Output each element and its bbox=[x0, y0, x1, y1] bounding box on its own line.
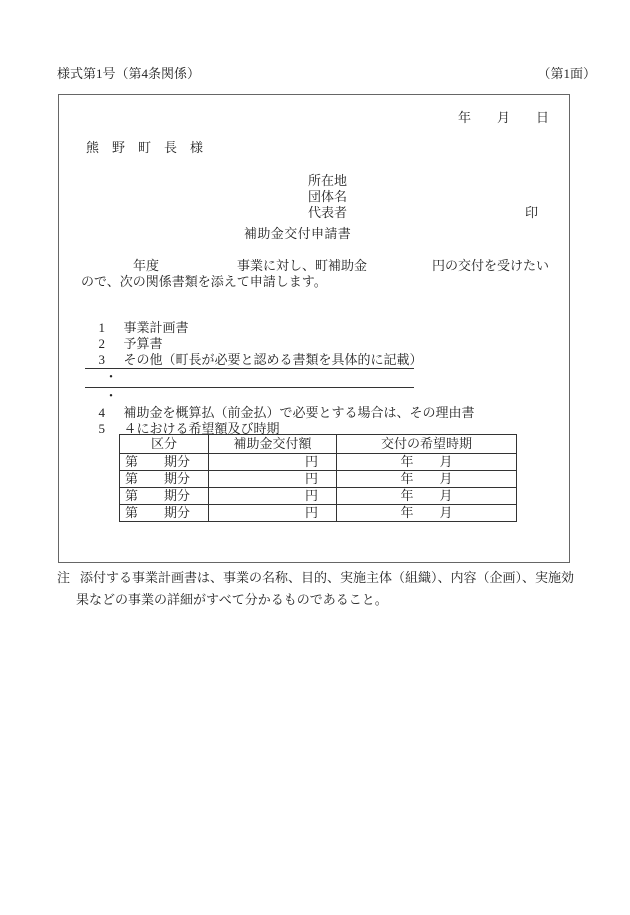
body-paragraph-line-1: 年度 事業に対し、町補助金 円の交付を受けたい bbox=[81, 258, 550, 273]
attachment-item-number: 2 bbox=[98, 336, 105, 351]
cell-category: 第 期分 bbox=[120, 488, 209, 505]
note-label: 注 bbox=[57, 570, 71, 585]
note-text-line-1: 添付する事業計画書は、事業の名称、目的、実施主体（組織）、内容（企画）、実施効 bbox=[80, 570, 575, 585]
submitter-organization-label: 団体名 bbox=[308, 189, 348, 204]
cell-amount: 円 bbox=[209, 454, 337, 471]
note-text-line-2: 果などの事業の詳細がすべて分かるものであること。 bbox=[76, 592, 388, 607]
attachment-item-number: 4 bbox=[98, 405, 105, 420]
cell-amount: 円 bbox=[209, 471, 337, 488]
table-row bbox=[120, 471, 517, 488]
document-title: 補助金交付申請書 bbox=[244, 226, 352, 241]
header-desired-period: 交付の希望時期 bbox=[337, 435, 517, 454]
bullet-mark: ・ bbox=[104, 388, 118, 403]
addressee-line: 熊 野 町 長 様 bbox=[86, 140, 204, 155]
cell-amount: 円 bbox=[209, 505, 337, 522]
seal-mark: 印 bbox=[525, 205, 539, 220]
cell-period: 年 月 bbox=[337, 488, 517, 505]
submitter-representative-label: 代表者 bbox=[308, 205, 348, 220]
page-face-label: （第1面） bbox=[537, 66, 596, 81]
attachment-item-text: 事業計画書 bbox=[123, 320, 189, 335]
bullet-mark: ・ bbox=[104, 369, 118, 384]
attachment-item-number: 3 bbox=[98, 352, 105, 367]
table-header-row bbox=[120, 435, 517, 454]
table-row bbox=[120, 505, 517, 522]
form-number-label: 様式第1号（第4条関係） bbox=[57, 66, 201, 81]
attachment-item-number: 1 bbox=[98, 320, 105, 335]
attachment-item-text: 補助金を概算払（前金払）で必要とする場合は、その理由書 bbox=[123, 405, 475, 420]
cell-category: 第 期分 bbox=[120, 471, 209, 488]
header-category: 区分 bbox=[120, 435, 209, 454]
payment-schedule-table bbox=[119, 434, 517, 522]
cell-period: 年 月 bbox=[337, 454, 517, 471]
table-row bbox=[120, 488, 517, 505]
submitter-address-label: 所在地 bbox=[308, 173, 348, 188]
blank-fill-in-line-2 bbox=[85, 372, 414, 403]
attachment-item-text: 予算書 bbox=[123, 336, 163, 351]
table-row bbox=[120, 454, 517, 471]
header-grant-amount: 補助金交付額 bbox=[209, 435, 337, 454]
attachment-item-text: その他（町長が必要と認める書類を具体的に記載） bbox=[123, 352, 423, 367]
blank-fill-in-line-1 bbox=[85, 353, 414, 384]
cell-category: 第 期分 bbox=[120, 454, 209, 471]
date-line: 年 月 日 bbox=[457, 110, 549, 125]
cell-period: 年 月 bbox=[337, 505, 517, 522]
cell-category: 第 期分 bbox=[120, 505, 209, 522]
cell-amount: 円 bbox=[209, 488, 337, 505]
body-paragraph-line-2: ので、次の関係書類を添えて申請します。 bbox=[81, 274, 327, 289]
cell-period: 年 月 bbox=[337, 471, 517, 488]
attachment-item-number: 5 bbox=[98, 421, 105, 436]
application-form-box bbox=[58, 94, 570, 563]
attachment-item-text: ４における希望額及び時期 bbox=[123, 421, 280, 436]
